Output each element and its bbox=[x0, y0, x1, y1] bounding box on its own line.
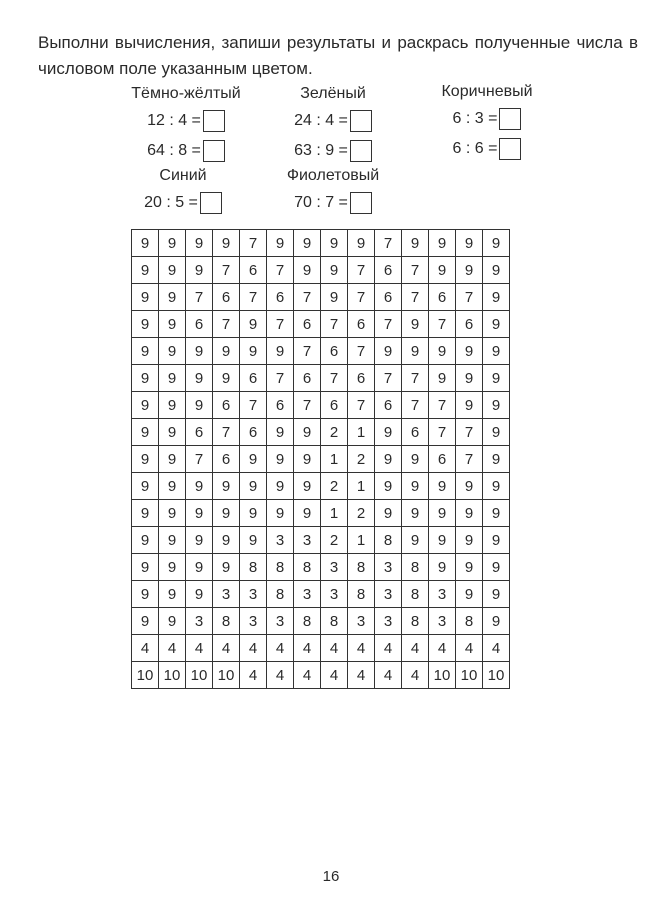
grid-cell[interactable]: 9 bbox=[132, 473, 159, 500]
expression-row bbox=[402, 104, 572, 134]
grid-cell[interactable]: 9 bbox=[375, 446, 402, 473]
expression-row bbox=[101, 136, 271, 166]
grid-cell[interactable]: 8 bbox=[294, 554, 321, 581]
grid-cell[interactable]: 9 bbox=[456, 473, 483, 500]
grid-cell[interactable]: 7 bbox=[429, 419, 456, 446]
grid-cell[interactable]: 9 bbox=[483, 554, 510, 581]
grid-cell[interactable]: 9 bbox=[132, 284, 159, 311]
grid-cell[interactable]: 9 bbox=[240, 311, 267, 338]
grid-cell[interactable]: 9 bbox=[294, 473, 321, 500]
grid-cell[interactable]: 3 bbox=[375, 554, 402, 581]
grid-cell[interactable]: 3 bbox=[267, 608, 294, 635]
answer-box[interactable] bbox=[203, 110, 225, 132]
grid-cell[interactable]: 9 bbox=[213, 338, 240, 365]
grid-cell[interactable]: 9 bbox=[294, 500, 321, 527]
grid-cell[interactable]: 7 bbox=[213, 419, 240, 446]
grid-cell[interactable]: 7 bbox=[429, 392, 456, 419]
grid-cell[interactable]: 9 bbox=[186, 500, 213, 527]
expression: 63 : 9 = bbox=[294, 142, 348, 159]
grid-cell[interactable]: 4 bbox=[321, 662, 348, 689]
grid-cell[interactable]: 6 bbox=[240, 365, 267, 392]
grid-cell[interactable]: 9 bbox=[213, 473, 240, 500]
grid-cell[interactable]: 9 bbox=[186, 527, 213, 554]
grid-cell[interactable]: 8 bbox=[402, 581, 429, 608]
grid-cell[interactable]: 9 bbox=[294, 257, 321, 284]
grid-cell[interactable]: 8 bbox=[294, 608, 321, 635]
grid-cell[interactable]: 9 bbox=[132, 608, 159, 635]
grid-cell[interactable]: 6 bbox=[240, 257, 267, 284]
grid-cell[interactable]: 8 bbox=[348, 581, 375, 608]
grid-cell[interactable]: 4 bbox=[240, 662, 267, 689]
expression: 12 : 4 = bbox=[147, 112, 201, 129]
grid-cell[interactable]: 9 bbox=[213, 554, 240, 581]
grid-cell[interactable]: 9 bbox=[132, 581, 159, 608]
grid-cell[interactable]: 4 bbox=[402, 635, 429, 662]
grid-cell[interactable]: 4 bbox=[132, 635, 159, 662]
grid-cell[interactable]: 7 bbox=[402, 284, 429, 311]
grid-cell[interactable]: 3 bbox=[429, 608, 456, 635]
grid-cell[interactable]: 8 bbox=[456, 608, 483, 635]
grid-cell[interactable]: 4 bbox=[321, 635, 348, 662]
grid-cell[interactable]: 3 bbox=[240, 608, 267, 635]
grid-cell[interactable]: 9 bbox=[213, 527, 240, 554]
color-title: Синий bbox=[159, 167, 207, 184]
grid-cell[interactable]: 9 bbox=[375, 473, 402, 500]
grid-cell[interactable]: 9 bbox=[483, 284, 510, 311]
grid-cell[interactable]: 9 bbox=[159, 284, 186, 311]
grid-cell[interactable]: 4 bbox=[483, 635, 510, 662]
grid-cell[interactable]: 6 bbox=[348, 365, 375, 392]
grid-cell[interactable]: 9 bbox=[375, 338, 402, 365]
grid-cell[interactable]: 7 bbox=[348, 257, 375, 284]
grid-cell[interactable]: 9 bbox=[456, 257, 483, 284]
grid-cell[interactable]: 9 bbox=[483, 338, 510, 365]
grid-cell[interactable]: 4 bbox=[348, 635, 375, 662]
grid-cell[interactable]: 9 bbox=[483, 419, 510, 446]
grid-cell[interactable]: 4 bbox=[429, 635, 456, 662]
answer-box[interactable] bbox=[499, 138, 521, 160]
grid-cell[interactable]: 9 bbox=[429, 338, 456, 365]
grid-cell[interactable]: 7 bbox=[267, 365, 294, 392]
grid-cell[interactable]: 9 bbox=[213, 365, 240, 392]
grid-cell[interactable]: 6 bbox=[375, 257, 402, 284]
grid-cell[interactable]: 7 bbox=[240, 284, 267, 311]
grid-cell[interactable]: 9 bbox=[159, 392, 186, 419]
grid-cell[interactable]: 9 bbox=[267, 419, 294, 446]
grid-cell[interactable]: 9 bbox=[402, 500, 429, 527]
grid-cell[interactable]: 7 bbox=[294, 338, 321, 365]
grid-cell[interactable]: 7 bbox=[240, 392, 267, 419]
grid-cell[interactable]: 3 bbox=[348, 608, 375, 635]
grid-cell[interactable]: 9 bbox=[429, 527, 456, 554]
grid-cell[interactable]: 9 bbox=[159, 257, 186, 284]
grid-cell[interactable]: 9 bbox=[159, 608, 186, 635]
grid-cell[interactable]: 9 bbox=[483, 527, 510, 554]
grid-cell[interactable]: 9 bbox=[132, 446, 159, 473]
grid-cell[interactable]: 2 bbox=[321, 419, 348, 446]
grid-cell[interactable]: 7 bbox=[429, 311, 456, 338]
grid-cell[interactable]: 4 bbox=[294, 662, 321, 689]
expression: 24 : 4 = bbox=[294, 112, 348, 129]
grid-cell[interactable]: 9 bbox=[483, 392, 510, 419]
page-number: 16 bbox=[322, 868, 340, 885]
grid-cell[interactable]: 3 bbox=[375, 581, 402, 608]
grid-cell[interactable]: 3 bbox=[294, 527, 321, 554]
color-group-violet bbox=[248, 164, 418, 218]
grid-cell[interactable]: 7 bbox=[402, 365, 429, 392]
color-title: Зелёный bbox=[300, 85, 366, 102]
color-title: Коричневый bbox=[441, 83, 533, 100]
grid-cell[interactable]: 6 bbox=[375, 392, 402, 419]
grid-cell[interactable]: 4 bbox=[375, 635, 402, 662]
grid-cell[interactable]: 6 bbox=[213, 284, 240, 311]
grid-cell[interactable]: 7 bbox=[375, 311, 402, 338]
color-group-dark-yellow bbox=[101, 82, 271, 166]
grid-cell[interactable]: 7 bbox=[294, 392, 321, 419]
grid-cell[interactable]: 9 bbox=[402, 230, 429, 257]
grid-cell[interactable]: 9 bbox=[132, 527, 159, 554]
grid-cell[interactable]: 9 bbox=[456, 527, 483, 554]
grid-cell[interactable]: 9 bbox=[294, 419, 321, 446]
grid-cell[interactable]: 9 bbox=[267, 230, 294, 257]
grid-cell[interactable]: 9 bbox=[159, 311, 186, 338]
grid-cell[interactable]: 9 bbox=[132, 419, 159, 446]
grid-cell[interactable]: 9 bbox=[159, 527, 186, 554]
grid-cell[interactable]: 7 bbox=[213, 311, 240, 338]
grid-cell[interactable]: 1 bbox=[348, 527, 375, 554]
grid-cell[interactable]: 4 bbox=[402, 662, 429, 689]
grid-cell[interactable]: 4 bbox=[159, 635, 186, 662]
grid-cell[interactable]: 7 bbox=[348, 284, 375, 311]
grid-cell[interactable]: 9 bbox=[186, 257, 213, 284]
grid-cell[interactable]: 6 bbox=[294, 365, 321, 392]
grid-cell[interactable]: 3 bbox=[240, 581, 267, 608]
color-title: Тёмно-жёлтый bbox=[131, 85, 241, 102]
grid-cell[interactable]: 9 bbox=[159, 419, 186, 446]
grid-cell[interactable]: 9 bbox=[456, 392, 483, 419]
grid-cell[interactable]: 6 bbox=[186, 419, 213, 446]
grid-cell[interactable]: 9 bbox=[348, 230, 375, 257]
grid-cell[interactable]: 7 bbox=[186, 446, 213, 473]
grid-cell[interactable]: 4 bbox=[213, 635, 240, 662]
grid-cell[interactable]: 3 bbox=[213, 581, 240, 608]
grid-cell[interactable]: 9 bbox=[186, 338, 213, 365]
grid-cell[interactable]: 9 bbox=[483, 500, 510, 527]
instruction-text: Выполни вычисления, запиши результаты и раскрась полученные числа в числовом поле указанным цветом. bbox=[38, 33, 638, 78]
grid-cell[interactable]: 9 bbox=[483, 365, 510, 392]
grid-cell[interactable]: 7 bbox=[402, 257, 429, 284]
grid-cell[interactable]: 9 bbox=[456, 230, 483, 257]
grid-cell[interactable]: 4 bbox=[456, 635, 483, 662]
grid-cell[interactable]: 9 bbox=[429, 365, 456, 392]
grid-cell[interactable]: 9 bbox=[159, 446, 186, 473]
expression: 64 : 8 = bbox=[147, 142, 201, 159]
grid-cell[interactable]: 9 bbox=[402, 338, 429, 365]
grid-cell[interactable]: 9 bbox=[429, 554, 456, 581]
grid-cell[interactable]: 9 bbox=[213, 230, 240, 257]
expression-row bbox=[98, 188, 268, 218]
grid-cell[interactable]: 9 bbox=[483, 230, 510, 257]
grid-cell[interactable]: 3 bbox=[186, 608, 213, 635]
number-grid bbox=[131, 229, 510, 689]
grid-cell[interactable]: 9 bbox=[429, 230, 456, 257]
expression-row bbox=[101, 106, 271, 136]
grid-cell[interactable]: 7 bbox=[402, 392, 429, 419]
color-group-blue bbox=[98, 164, 268, 218]
grid-cell[interactable]: 9 bbox=[186, 230, 213, 257]
grid-cell[interactable]: 9 bbox=[132, 554, 159, 581]
grid-cell[interactable]: 2 bbox=[348, 500, 375, 527]
grid-cell[interactable]: 3 bbox=[429, 581, 456, 608]
grid-cell[interactable]: 9 bbox=[402, 473, 429, 500]
grid-cell[interactable]: 9 bbox=[186, 554, 213, 581]
grid-cell[interactable]: 9 bbox=[321, 230, 348, 257]
grid-cell[interactable]: 9 bbox=[375, 500, 402, 527]
grid-cell[interactable]: 7 bbox=[267, 257, 294, 284]
grid-cell[interactable]: 4 bbox=[294, 635, 321, 662]
grid-cell[interactable]: 9 bbox=[132, 338, 159, 365]
grid-cell[interactable]: 9 bbox=[159, 581, 186, 608]
grid-cell[interactable]: 10 bbox=[186, 662, 213, 689]
grid-cell[interactable]: 6 bbox=[429, 284, 456, 311]
grid-cell[interactable]: 9 bbox=[132, 365, 159, 392]
grid-cell[interactable]: 4 bbox=[348, 662, 375, 689]
grid-cell[interactable]: 1 bbox=[321, 446, 348, 473]
grid-cell[interactable]: 6 bbox=[267, 392, 294, 419]
grid-cell[interactable]: 9 bbox=[240, 473, 267, 500]
grid-cell[interactable]: 9 bbox=[429, 500, 456, 527]
grid-cell[interactable]: 4 bbox=[375, 662, 402, 689]
grid-cell[interactable]: 7 bbox=[186, 284, 213, 311]
grid-cell[interactable]: 8 bbox=[267, 581, 294, 608]
grid-cell[interactable]: 8 bbox=[240, 554, 267, 581]
grid-cell[interactable]: 9 bbox=[159, 554, 186, 581]
grid-cell[interactable]: 8 bbox=[402, 608, 429, 635]
grid-cell[interactable]: 7 bbox=[267, 311, 294, 338]
expression: 6 : 6 = bbox=[452, 140, 498, 157]
grid-cell[interactable]: 9 bbox=[321, 257, 348, 284]
expression: 20 : 5 = bbox=[144, 194, 198, 211]
grid-cell[interactable]: 1 bbox=[321, 500, 348, 527]
grid-cell[interactable]: 8 bbox=[348, 554, 375, 581]
grid-cell[interactable]: 2 bbox=[321, 473, 348, 500]
grid-cell[interactable]: 9 bbox=[483, 257, 510, 284]
grid-cell[interactable]: 3 bbox=[375, 608, 402, 635]
grid-cell[interactable]: 7 bbox=[294, 284, 321, 311]
answer-box[interactable] bbox=[200, 192, 222, 214]
grid-cell[interactable]: 9 bbox=[456, 365, 483, 392]
grid-cell[interactable]: 9 bbox=[483, 581, 510, 608]
grid-cell[interactable]: 6 bbox=[348, 311, 375, 338]
grid-cell[interactable]: 7 bbox=[321, 311, 348, 338]
grid-cell[interactable]: 9 bbox=[456, 500, 483, 527]
grid-cell[interactable]: 9 bbox=[159, 365, 186, 392]
grid-cell[interactable]: 7 bbox=[321, 365, 348, 392]
grid-cell[interactable]: 8 bbox=[375, 527, 402, 554]
answer-box[interactable] bbox=[350, 140, 372, 162]
grid-cell[interactable]: 10 bbox=[429, 662, 456, 689]
grid-cell[interactable]: 2 bbox=[348, 446, 375, 473]
answer-box[interactable] bbox=[499, 108, 521, 130]
grid-cell[interactable]: 9 bbox=[267, 473, 294, 500]
grid-cell[interactable]: 9 bbox=[483, 473, 510, 500]
grid-cell[interactable]: 9 bbox=[402, 311, 429, 338]
grid-cell[interactable]: 9 bbox=[159, 230, 186, 257]
grid-cell[interactable]: 10 bbox=[159, 662, 186, 689]
grid-cell[interactable]: 7 bbox=[240, 230, 267, 257]
grid-cell[interactable]: 6 bbox=[294, 311, 321, 338]
grid-cell[interactable]: 9 bbox=[429, 257, 456, 284]
grid-cell[interactable]: 9 bbox=[456, 554, 483, 581]
grid-cell[interactable]: 9 bbox=[483, 608, 510, 635]
grid-cell[interactable]: 10 bbox=[213, 662, 240, 689]
grid-cell[interactable]: 6 bbox=[402, 419, 429, 446]
grid-cell[interactable]: 7 bbox=[456, 419, 483, 446]
grid-cell[interactable]: 3 bbox=[267, 527, 294, 554]
grid-cell[interactable]: 9 bbox=[483, 446, 510, 473]
grid-cell[interactable]: 9 bbox=[240, 446, 267, 473]
grid-cell[interactable]: 9 bbox=[456, 338, 483, 365]
grid-cell[interactable]: 6 bbox=[240, 419, 267, 446]
grid-cell[interactable]: 10 bbox=[456, 662, 483, 689]
grid-cell[interactable]: 9 bbox=[429, 473, 456, 500]
grid-cell[interactable]: 7 bbox=[348, 392, 375, 419]
grid-cell[interactable]: 1 bbox=[348, 473, 375, 500]
grid-cell[interactable]: 4 bbox=[267, 662, 294, 689]
grid-cell[interactable]: 9 bbox=[132, 311, 159, 338]
grid-cell[interactable]: 6 bbox=[321, 392, 348, 419]
color-group-brown bbox=[402, 80, 572, 164]
grid-cell[interactable]: 9 bbox=[132, 500, 159, 527]
grid-cell[interactable]: 7 bbox=[348, 338, 375, 365]
grid-cell[interactable]: 4 bbox=[240, 635, 267, 662]
grid-cell[interactable]: 9 bbox=[402, 527, 429, 554]
grid-cell[interactable]: 9 bbox=[186, 473, 213, 500]
grid-cell[interactable]: 9 bbox=[321, 284, 348, 311]
grid-cell[interactable]: 8 bbox=[321, 608, 348, 635]
grid-cell[interactable]: 2 bbox=[321, 527, 348, 554]
answer-box[interactable] bbox=[203, 140, 225, 162]
grid-cell[interactable]: 9 bbox=[159, 338, 186, 365]
grid-cell[interactable]: 8 bbox=[213, 608, 240, 635]
grid-cell[interactable]: 7 bbox=[213, 257, 240, 284]
grid-cell[interactable]: 10 bbox=[483, 662, 510, 689]
grid-cell[interactable]: 4 bbox=[267, 635, 294, 662]
grid-cell[interactable]: 9 bbox=[186, 581, 213, 608]
color-group-green bbox=[248, 82, 418, 166]
grid-cell[interactable]: 6 bbox=[321, 338, 348, 365]
grid-cell[interactable]: 1 bbox=[348, 419, 375, 446]
expression-row bbox=[248, 188, 418, 218]
answer-box[interactable] bbox=[350, 110, 372, 132]
grid-cell[interactable]: 9 bbox=[132, 257, 159, 284]
grid-cell[interactable]: 9 bbox=[213, 500, 240, 527]
expression: 6 : 3 = bbox=[452, 110, 498, 127]
grid-cell[interactable]: 9 bbox=[186, 365, 213, 392]
grid-cell[interactable]: 3 bbox=[321, 554, 348, 581]
grid-cell[interactable]: 9 bbox=[159, 500, 186, 527]
grid-cell[interactable]: 6 bbox=[267, 284, 294, 311]
color-title: Фиолетовый bbox=[286, 167, 380, 184]
grid-cell[interactable]: 6 bbox=[213, 446, 240, 473]
grid-cell[interactable]: 3 bbox=[294, 581, 321, 608]
expression-row bbox=[402, 134, 572, 164]
grid-cell[interactable]: 7 bbox=[375, 230, 402, 257]
grid-cell[interactable]: 9 bbox=[240, 500, 267, 527]
grid-cell[interactable]: 9 bbox=[483, 311, 510, 338]
grid-cell[interactable]: 10 bbox=[132, 662, 159, 689]
grid-cell[interactable]: 9 bbox=[402, 446, 429, 473]
grid-cell[interactable]: 9 bbox=[132, 392, 159, 419]
grid-cell[interactable]: 3 bbox=[321, 581, 348, 608]
grid-cell[interactable]: 8 bbox=[267, 554, 294, 581]
grid-cell[interactable]: 9 bbox=[240, 527, 267, 554]
grid-cell[interactable]: 6 bbox=[213, 392, 240, 419]
grid-cell[interactable]: 6 bbox=[186, 311, 213, 338]
grid-cell[interactable]: 9 bbox=[294, 446, 321, 473]
grid-cell[interactable]: 9 bbox=[267, 338, 294, 365]
grid-cell[interactable]: 9 bbox=[159, 473, 186, 500]
expression-row bbox=[248, 136, 418, 166]
grid-cell[interactable]: 9 bbox=[267, 446, 294, 473]
grid-cell[interactable]: 9 bbox=[375, 419, 402, 446]
expression-row bbox=[248, 106, 418, 136]
expression: 70 : 7 = bbox=[294, 194, 348, 211]
grid-cell[interactable]: 9 bbox=[294, 230, 321, 257]
grid-cell[interactable]: 9 bbox=[240, 338, 267, 365]
grid-cell[interactable]: 7 bbox=[375, 365, 402, 392]
grid-cell[interactable]: 6 bbox=[429, 446, 456, 473]
grid-cell[interactable]: 9 bbox=[267, 500, 294, 527]
grid-cell[interactable]: 4 bbox=[186, 635, 213, 662]
grid-cell[interactable]: 7 bbox=[456, 446, 483, 473]
grid-cell[interactable]: 6 bbox=[456, 311, 483, 338]
grid-cell[interactable]: 7 bbox=[456, 284, 483, 311]
grid-cell[interactable]: 6 bbox=[375, 284, 402, 311]
grid-cell[interactable]: 9 bbox=[456, 581, 483, 608]
grid-cell[interactable]: 9 bbox=[132, 230, 159, 257]
grid-cell[interactable]: 8 bbox=[402, 554, 429, 581]
answer-box[interactable] bbox=[350, 192, 372, 214]
grid-cell[interactable]: 9 bbox=[186, 392, 213, 419]
